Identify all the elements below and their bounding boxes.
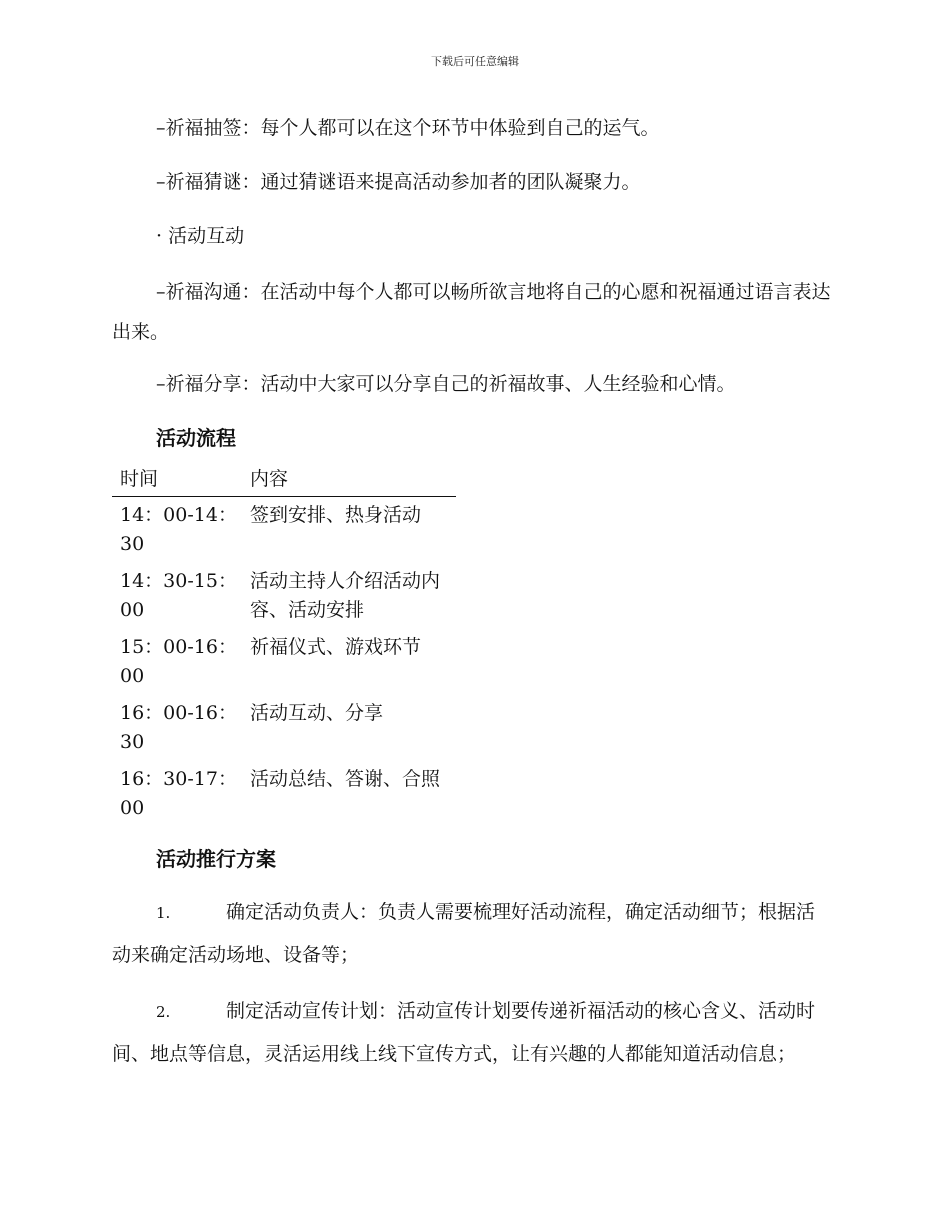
document-body	[112, 110, 832, 1075]
list-number: 2.	[156, 1003, 171, 1021]
table-row	[112, 563, 456, 629]
list-item-2	[112, 990, 832, 1075]
cell-content: 活动互动、分享	[250, 702, 384, 724]
list-item-1	[112, 891, 832, 976]
section-title-flow: 活动流程	[156, 426, 236, 450]
schedule-table	[112, 464, 456, 827]
list-text: 制定活动宣传计划：活动宣传计划要传递祈福活动的核心含义、活动时间、地点等信息，灵活运用线上线下宣传方式，让有兴趣的人都能知道活动信息；	[112, 1000, 816, 1065]
list-text: 确定活动负责人：负责人需要梳理好活动流程，确定活动细节；根据活动来确定活动场地、设备等；	[112, 901, 816, 966]
table-row	[112, 761, 456, 827]
table-row	[112, 629, 456, 695]
column-header-content: 内容	[242, 464, 456, 497]
cell-time: 14：30-15：00	[120, 570, 237, 621]
paragraph-sharing: –祈福分享：活动中大家可以分享自己的祈福故事、人生经验和心情。	[156, 373, 736, 395]
cell-content: 活动主持人介绍活动内容、活动安排	[250, 570, 441, 621]
cell-time: 15：00-16：00	[120, 636, 237, 687]
cell-content: 活动总结、答谢、合照	[250, 768, 441, 790]
bullet-activity-interaction: · 活动互动	[156, 225, 245, 247]
cell-content: 祈福仪式、游戏环节	[250, 636, 422, 658]
table-row	[112, 695, 456, 761]
cell-content: 签到安排、热身活动	[250, 504, 422, 526]
page-header: 下载后可任意编辑	[431, 55, 519, 68]
column-header-time: 时间	[112, 464, 242, 497]
section-title-plan: 活动推行方案	[156, 847, 276, 871]
cell-time: 14：00-14：30	[120, 504, 237, 555]
list-number: 1.	[156, 904, 171, 922]
table-header-row	[112, 464, 456, 497]
table-row	[112, 497, 456, 564]
paragraph-communication: –祈福沟通：在活动中每个人都可以畅所欲言地将自己的心愿和祝福通过语言表达出来。	[112, 281, 831, 343]
paragraph-draw-lots: –祈福抽签：每个人都可以在这个环节中体验到自己的运气。	[156, 117, 660, 139]
cell-time: 16：30-17：00	[120, 768, 237, 819]
paragraph-riddles: –祈福猜谜：通过猜谜语来提高活动参加者的团队凝聚力。	[156, 171, 641, 193]
cell-time: 16：00-16：30	[120, 702, 237, 753]
